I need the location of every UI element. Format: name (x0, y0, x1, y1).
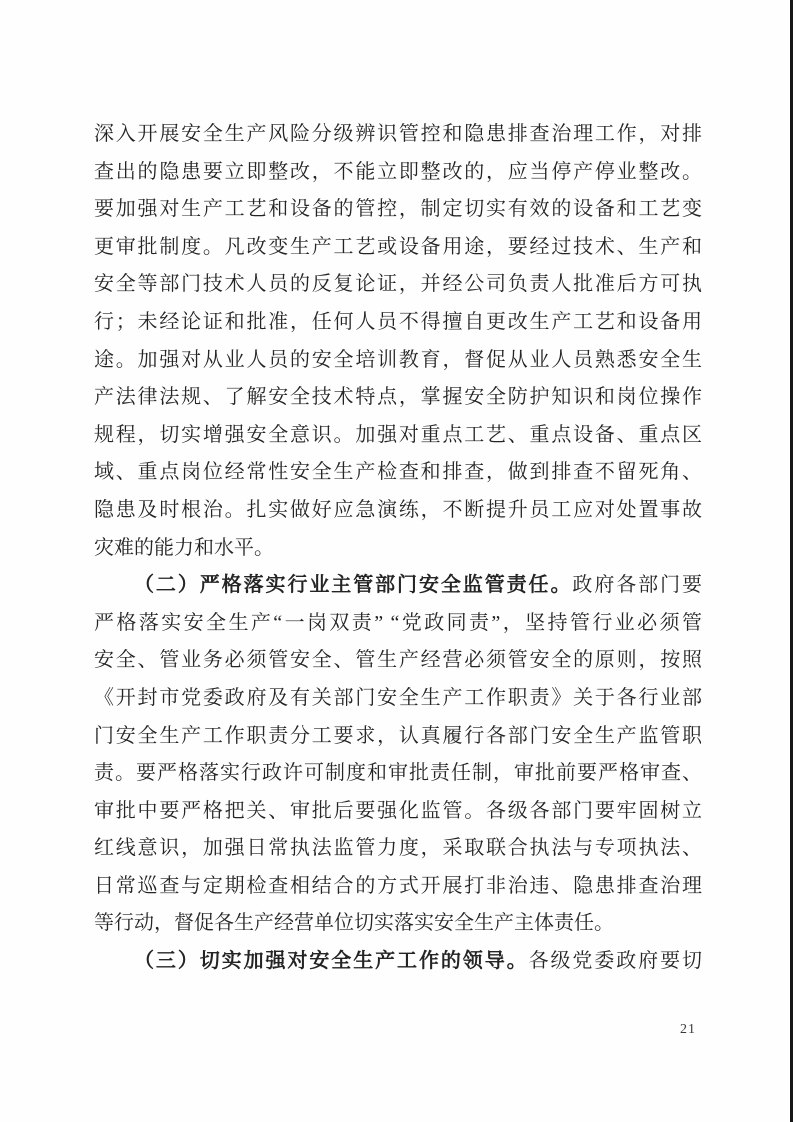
section-heading-line: （三）切实加强对安全生产工作的领导。各级党委政府要切 (134, 950, 703, 973)
text-line: 严格落实安全生产“一岗双责” “党政同责”，坚持管行业必须管 (94, 611, 702, 634)
text-line: 查出的隐患要立即整改，不能立即整改的，应当停产停业整改。 (94, 160, 702, 183)
text-line: 规程，切实增强安全意识。加强对重点工艺、重点设备、重点区 (94, 423, 702, 446)
text-line: 域、重点岗位经常性安全生产检查和排查，做到排查不留死角、 (94, 461, 702, 484)
text-line: 深入开展安全生产风险分级辨识管控和隐患排查治理工作，对排 (94, 123, 702, 145)
text-line: 红线意识，加强日常执法监管力度，采取联合执法与专项执法、 (94, 837, 702, 860)
document-body (94, 116, 702, 981)
text-line: 安全等部门技术人员的反复论证，并经公司负责人批准后方可执 (94, 273, 702, 296)
text-line: 《开封市党委政府及有关部门安全生产工作职责》关于各行业部 (94, 686, 702, 709)
section-heading-line: （二）严格落实行业主管部门安全监管责任。政府各部门要 (134, 574, 703, 597)
text-line: 审批中要严格把关、审批后要强化监管。各级各部门要牢固树立 (94, 799, 702, 822)
heading-bold-text: （三）切实加强对安全生产工作的领导。 (134, 950, 529, 973)
text-line: 责。要严格落实行政许可制度和审批责任制，审批前要严格审查、 (94, 762, 702, 785)
text-line: 隐患及时根治。扎实做好应急演练，不断提升员工应对处置事故 (94, 498, 702, 521)
text-line: 日常巡查与定期检查相结合的方式开展打非治违、隐患排查治理 (94, 874, 702, 897)
text-line: 途。加强对从业人员的安全培训教育，督促从业人员熟悉安全生 (94, 348, 702, 371)
text-line: 等行动，督促各生产经营单位切实落实安全生产主体责任。 (94, 912, 614, 935)
text-line: 灾难的能力和水平。 (94, 536, 274, 559)
text-line: 要加强对生产工艺和设备的管控，制定切实有效的设备和工艺变 (94, 198, 702, 221)
text-line: 安全、管业务必须管安全、管生产经营必须管安全的原则，按照 (94, 649, 702, 672)
scan-edge-line (790, 0, 793, 1122)
heading-bold-text: （二）严格落实行业主管部门安全监管责任。 (134, 574, 573, 597)
text-line: 门安全生产工作职责分工要求，认真履行各部门安全生产监管职 (94, 724, 702, 747)
text-line: 更审批制度。凡改变生产工艺或设备用途，要经过技术、生产和 (94, 235, 702, 258)
text-line: 行；未经论证和批准，任何人员不得擅自更改生产工艺和设备用 (94, 310, 702, 333)
text-line: 产法律法规、了解安全技术特点，掌握安全防护知识和岗位操作 (94, 386, 702, 409)
page-number: 21 (680, 1022, 696, 1037)
